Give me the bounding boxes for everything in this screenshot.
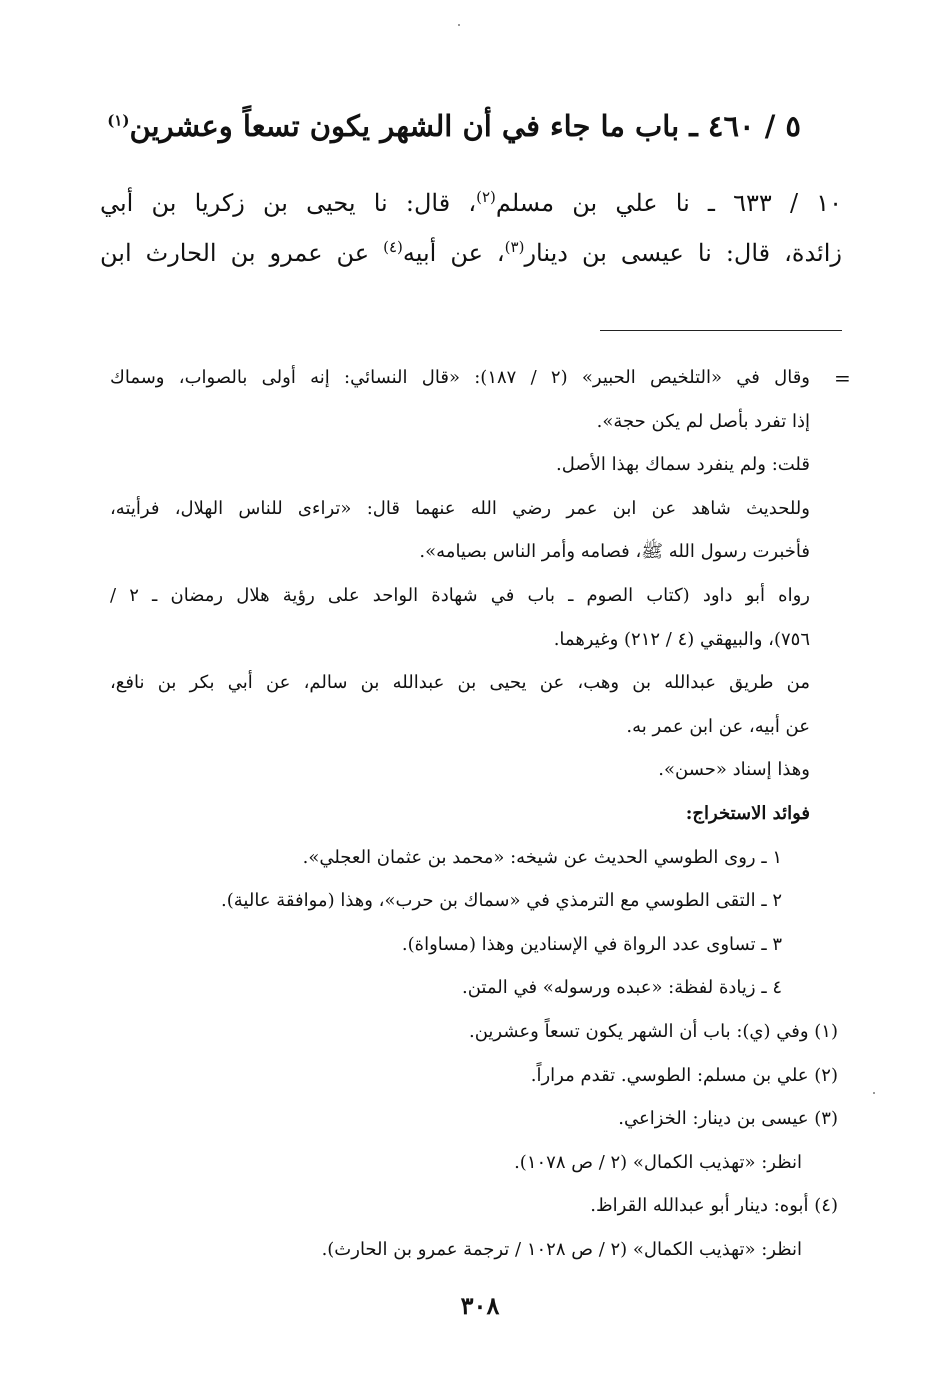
footnote-line: قلت: ولم ينفرد سماك بهذا الأصل. <box>555 454 810 476</box>
chapter-heading-text: ٥ / ٤٦٠ ـ باب ما جاء في أن الشهر يكون تسعاً وعشرين <box>129 109 801 143</box>
footnote-line: ٧٥٦)، والبيهقي (٤ / ٢١٢) وغيرهما. <box>553 628 810 650</box>
footnote-note-1: (١) وفي (ي): باب أن الشهر يكون تسعاً وعشرين. <box>469 1020 838 1042</box>
scan-speck <box>873 1092 875 1094</box>
hadith-line-2-part-b: ، عن أبيه <box>402 239 505 267</box>
footnote-line: عن أبيه، عن ابن عمر به. <box>626 715 810 737</box>
hadith-line-2-part-a: زائدة، قال: نا عيسى بن دينار <box>524 239 842 267</box>
page-number: ٣٠٨ <box>460 1291 500 1320</box>
chapter-heading <box>100 104 801 148</box>
scan-speck <box>458 24 460 26</box>
footnote-note-4-ref: انظر: «تهذيب الكمال» (٢ / ص ١٠٢٨ / ترجمة عمرو بن الحارث). <box>321 1238 802 1260</box>
benefit-item: ٤ ـ زيادة لفظة: «عبده ورسوله» في المتن. <box>461 977 782 999</box>
footnote-ref-2: (٢) <box>476 188 496 206</box>
footnote-ref-3: (٣) <box>504 238 525 256</box>
hadith-line-1 <box>100 178 842 228</box>
footnote-line: من طريق عبدالله بن وهب، عن يحيى بن عبدالله بن سالم، عن أبي بكر بن نافع، <box>110 672 810 694</box>
footnote-ref-4: (٤) <box>383 238 403 256</box>
footnote-note-2: (٢) علي بن مسلم: الطوسي. تقدم مراراً. <box>530 1064 838 1086</box>
footnote-note-3-ref: انظر: «تهذيب الكمال» (٢ / ص ١٠٧٨). <box>514 1151 802 1173</box>
footnote-line: إذا تفرد بأصل لم يكن حجة». <box>596 410 810 432</box>
benefit-item: ١ ـ روى الطوسي الحديث عن شيخه: «محمد بن عثمان العجلي». <box>302 846 782 868</box>
benefit-item: ٢ ـ التقى الطوسي مع الترمذي في «سماك بن حرب»، وهذا (موافقة عالية). <box>221 890 782 912</box>
hadith-text <box>100 178 842 278</box>
footnote-note-3: (٣) عيسى بن دينار: الخزاعي. <box>618 1108 838 1130</box>
footnote-separator <box>600 330 842 331</box>
hadith-line-1-part-a: ١٠ / ٦٣٣ ـ نا علي بن مسلم <box>495 189 843 217</box>
heading-footnote-ref: (١) <box>107 111 130 130</box>
continuation-mark: = <box>834 366 851 390</box>
footnote-line: رواه أبو داود (كتاب الصوم ـ باب في شهادة الواحد على رؤية هلال رمضان ـ ٢ / <box>110 584 810 606</box>
footnote-line: فأخبرت رسول الله ﷺ، فصامه وأمر الناس بصيامه». <box>419 541 810 563</box>
footnote-line: وقال في «التلخيص الحبير» (٢ / ١٨٧): «قال النسائي: إنه أولى بالصواب، وسماك <box>110 367 811 388</box>
benefits-title: فوائد الاستخراج: <box>685 802 810 824</box>
hadith-line-2 <box>100 228 842 278</box>
footnote-line: وهذا إسناد «حسن». <box>658 759 810 781</box>
hadith-line-2-part-c: عن عمرو بن الحارث ابن <box>100 239 384 267</box>
footnote-line: وللحديث شاهد عن ابن عمر رضي الله عنهما قال: «تراءى للناس الهلال، فرأيته، <box>110 497 810 519</box>
benefit-item: ٣ ـ تساوى عدد الرواة في الإسنادين وهذا (مساواة). <box>401 933 782 955</box>
footnote-note-4: (٤) أبوه: دينار أبو عبدالله القراظ. <box>590 1195 838 1217</box>
hadith-line-1-part-b: ، قال: نا يحيى بن زكريا بن أبي <box>100 189 477 217</box>
footnotes-section <box>110 356 838 1271</box>
